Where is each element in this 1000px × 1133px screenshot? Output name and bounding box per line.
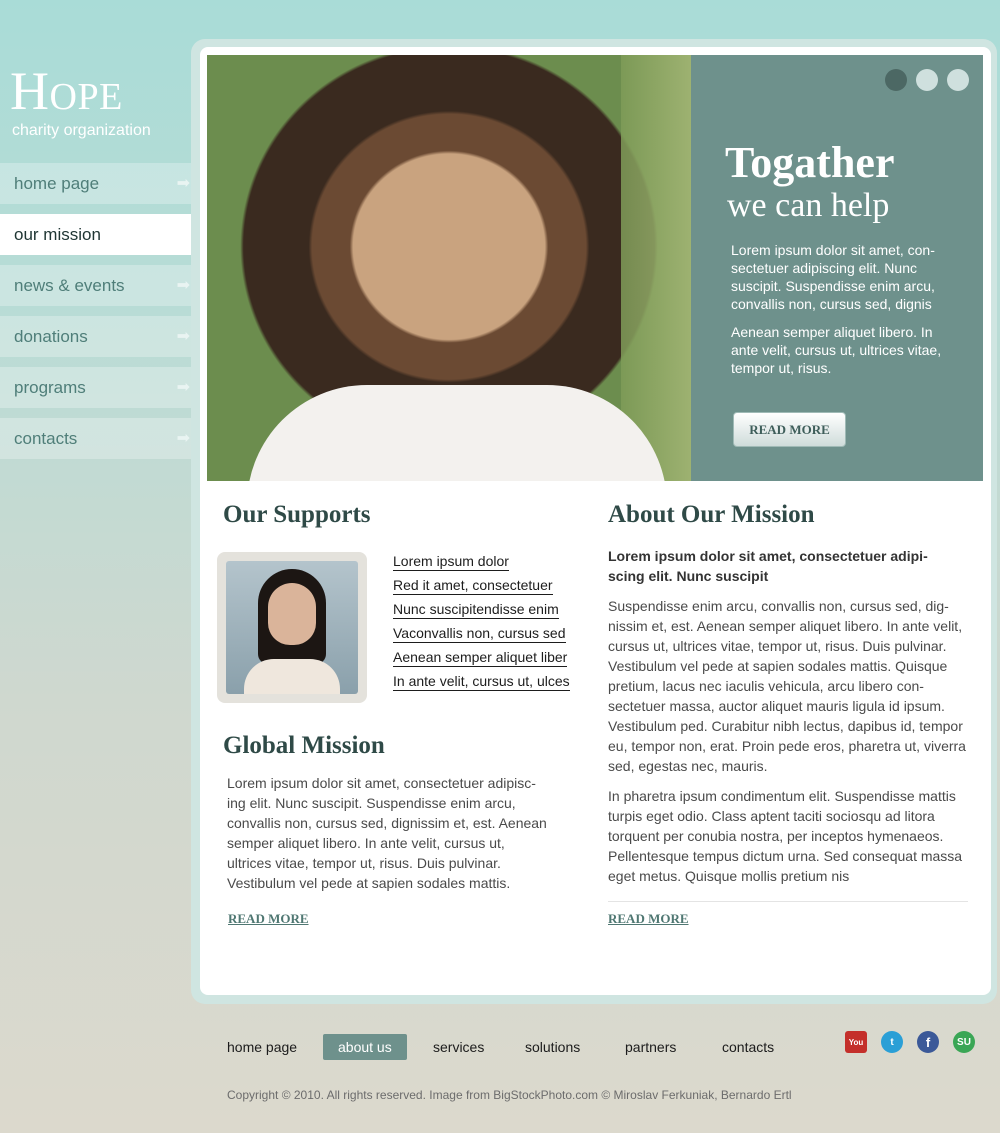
hero-image	[207, 55, 691, 481]
twitter-icon[interactable]: t	[881, 1031, 903, 1053]
arrow-right-icon: ➡	[176, 430, 190, 447]
sidebar-item-label: news & events	[14, 276, 125, 295]
facebook-icon[interactable]: f	[917, 1031, 939, 1053]
stumbleupon-icon[interactable]: SU	[953, 1031, 975, 1053]
hero-image-shirt	[247, 385, 667, 481]
footer-nav-partners[interactable]: partners	[625, 1039, 677, 1055]
copyright: Copyright © 2010. All rights reserved. Image from BigStockPhoto.com © Miroslav Ferkuniak, Bernardo Ertl	[227, 1088, 792, 1102]
supporter-photo	[226, 561, 358, 694]
slider-dot-1[interactable]	[885, 69, 907, 91]
sidebar-item-label: home page	[14, 174, 100, 193]
slider-dot-3[interactable]	[947, 69, 969, 91]
arrow-right-icon: ➡	[176, 328, 190, 345]
sidebar-item-donations[interactable]	[0, 316, 200, 357]
hero-paragraph-2: Aenean semper aliquet libero. In ante velit, cursus ut, ultrices vitae, tempor ut, risus.	[731, 324, 942, 376]
hero-caption	[691, 55, 983, 481]
supports-link[interactable]: Nunc suscipitendisse enim	[393, 601, 559, 617]
global-mission-read-more-link[interactable]: READ MORE	[228, 911, 309, 926]
social-links	[845, 1031, 975, 1053]
divider	[608, 901, 968, 902]
supports-link[interactable]: Aenean semper aliquet liber	[393, 649, 568, 665]
supports-links	[393, 553, 570, 697]
supports-link[interactable]: Lorem ipsum dolor	[393, 553, 509, 569]
supports-link[interactable]: Vaconvallis non, cursus sed	[393, 625, 566, 641]
slider-pagination	[885, 69, 969, 91]
sidebar-item-label: our mission	[14, 225, 101, 244]
footer-nav-services[interactable]: services	[433, 1039, 485, 1055]
youtube-icon[interactable]: You	[845, 1031, 867, 1053]
about-mission-paragraph-1: Suspendisse enim arcu, convallis non, cursus sed, dig-nissim et, est. Aenean semper aliquet libero. In ante velit, cursus ut, ultrices vitae, tempor ut, risus. Duis pulvinar. Vestibulum vel pede at sapien sodales mattis. Quisque pretium, lacus nec iaculis vehicula, arcu libero con-sectetuer massa, auctor aliquet mauris ligula id ipsum. Vestibulum ped. Curabitur nibh lectus, dapibus id, tempor eu, tempor non, erat. Proin pede eros, pharetra ut, viverra sed, egestas nec, mauris.	[608, 598, 966, 774]
footer-nav-home-page[interactable]: home page	[227, 1039, 298, 1055]
global-mission-title: Global Mission	[223, 732, 385, 759]
about-mission-title: About Our Mission	[608, 501, 815, 528]
arrow-right-icon: ➡	[176, 175, 190, 192]
slider-dot-2[interactable]	[916, 69, 938, 91]
supports-link[interactable]: In ante velit, cursus ut, ulces	[393, 673, 570, 689]
sidebar-item-label: programs	[14, 378, 86, 397]
footer-nav-contacts[interactable]: contacts	[722, 1039, 775, 1055]
hero-paragraph-1: Lorem ipsum dolor sit amet, con-sectetuer adipiscing elit. Nunc suscipit. Suspendisse enim arcu, convallis non, cursus sed, dignis	[731, 242, 935, 312]
arrow-right-icon: ➡	[176, 379, 190, 396]
sidebar-nav	[0, 163, 200, 469]
about-mission-paragraph-2: In pharetra ipsum condimentum elit. Suspendisse mattis turpis eget odio. Class aptent taciti sociosqu ad litora torquent per conubia nostra, per inceptos hymenaeos. Pellentesque tempus dictum urna. Sed consequat massa eget metus. Quisque mollis pretium nis	[608, 788, 963, 884]
hero-heading: Togather	[725, 138, 895, 187]
hero-subheading: we can help	[727, 187, 890, 224]
about-mission-lead: Lorem ipsum dolor sit amet, consectetuer adipi-scing elit. Nunc suscipit	[608, 548, 928, 584]
footer-nav-solutions[interactable]: solutions	[525, 1039, 581, 1055]
supporter-photo-face	[268, 583, 316, 645]
sidebar-item-news-events[interactable]	[0, 265, 200, 306]
sidebar-item-label: contacts	[14, 429, 78, 448]
footer-nav-about-us[interactable]: about us	[323, 1034, 407, 1060]
logo-title: Hope	[10, 61, 123, 121]
logo[interactable]	[10, 61, 151, 140]
sidebar-item-label: donations	[14, 327, 88, 346]
sidebar-item-programs[interactable]	[0, 367, 200, 408]
footer-nav	[0, 1034, 800, 1060]
arrow-right-icon: ➡	[176, 277, 190, 294]
supporter-photo-frame	[217, 552, 367, 703]
supports-title: Our Supports	[223, 501, 371, 528]
logo-subtitle: charity organization	[12, 122, 151, 139]
supporter-photo-body	[244, 659, 340, 694]
sidebar-item-home-page[interactable]	[0, 163, 200, 204]
global-mission-text: Lorem ipsum dolor sit amet, consectetuer adipisc-ing elit. Nunc suscipit. Suspendisse enim arcu, convallis non, cursus sed, dignissim et, est. Aenean semper aliquet libero. In ante velit, cursus ut, ultrices vitae, tempor ut, risus. Duis pulvinar. Vestibulum vel pede at sapien sodales mattis.	[227, 775, 547, 891]
supports-link[interactable]: Red it amet, consectetuer	[393, 577, 553, 593]
sidebar-item-contacts[interactable]	[0, 418, 200, 459]
hero-image-foliage	[621, 55, 691, 481]
hero-read-more-button[interactable]: READ MORE	[733, 412, 846, 447]
hero-slider	[207, 55, 983, 481]
about-mission-read-more-link[interactable]: READ MORE	[608, 911, 689, 926]
sidebar-item-our-mission[interactable]	[0, 214, 200, 255]
